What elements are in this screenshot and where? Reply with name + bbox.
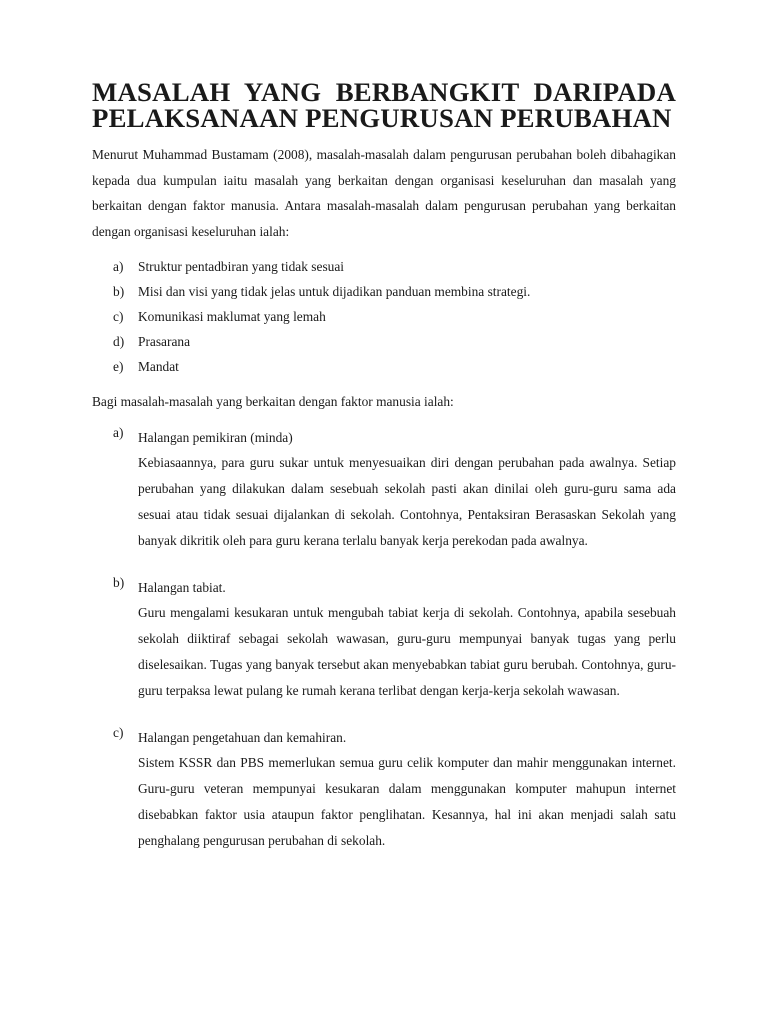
list-item-text: Misi dan visi yang tidak jelas untuk dijadikan panduan membina strategi.	[138, 284, 531, 299]
list-marker: d)	[113, 334, 125, 349]
list-marker: b)	[113, 574, 125, 590]
human-problems-list	[92, 425, 676, 854]
item-body: Kebiasaannya, para guru sukar untuk menyesuaikan diri dengan perubahan pada awalnya. Setiap perubahan yang dilakukan dalam sesebuah sekolah pasti akan dinilai oleh guru-guru sama ada sesuai atau tidak sesuai dijalankan di sekolah. Contohnya, Pentaksiran Berasaskan Sekolah yang banyak dikritik oleh para guru kerana terlalu banyak kerja perekodan pada awalnya.	[138, 454, 676, 548]
list-item	[92, 304, 676, 329]
list-item-text: Mandat	[138, 359, 179, 374]
human-factor-intro: Bagi masalah-masalah yang berkaitan dengan faktor manusia ialah:	[92, 394, 454, 409]
item-heading: Halangan tabiat.	[138, 579, 226, 595]
item-heading: Halangan pengetahuan dan kemahiran.	[138, 729, 347, 745]
list-marker: a)	[113, 259, 124, 274]
list-item-text: Komunikasi maklumat yang lemah	[138, 309, 326, 324]
list-item	[92, 279, 676, 304]
list-marker: b)	[113, 284, 125, 299]
list-marker: e)	[113, 359, 124, 374]
list-item	[92, 425, 676, 554]
list-marker: c)	[113, 724, 124, 740]
org-problems-list	[92, 254, 676, 379]
list-item-text: Struktur pentadbiran yang tidak sesuai	[138, 259, 345, 274]
document-title: MASALAH YANG BERBANGKIT DARIPADA PELAKSANAAN PENGURUSAN PERUBAHAN	[92, 77, 676, 133]
list-item	[92, 725, 676, 854]
list-item	[92, 329, 676, 354]
intro-paragraph: Menurut Muhammad Bustamam (2008), masalah-masalah dalam pengurusan perubahan boleh dibahagikan kepada dua kumpulan iaitu masalah yang berkaitan dengan organisasi keseluruhan dan masalah yang berkaitan dengan faktor manusia. Antara masalah-masalah dalam pengurusan perubahan yang berkaitan dengan organisasi keseluruhan ialah:	[92, 147, 676, 239]
list-item	[92, 354, 676, 379]
list-marker: c)	[113, 309, 124, 324]
list-item	[92, 254, 676, 279]
item-body: Sistem KSSR dan PBS memerlukan semua guru celik komputer dan mahir menggunakan internet. Guru-guru veteran mempunyai kesukaran dalam menggunakan komputer mahupun internet disebabkan faktor usia ataupun faktor penglihatan. Kesannya, hal ini akan menjadi salah satu penghalang pengurusan perubahan di sekolah.	[138, 754, 676, 848]
document-page	[92, 77, 676, 875]
list-item	[92, 575, 676, 704]
list-item-text: Prasarana	[138, 334, 191, 349]
item-heading: Halangan pemikiran (minda)	[138, 429, 293, 445]
item-body: Guru mengalami kesukaran untuk mengubah tabiat kerja di sekolah. Contohnya, apabila sesebuah sekolah diiktiraf sebagai sekolah wawasan, guru-guru mempunyai banyak tugas yang perlu diselesaikan. Tugas yang banyak tersebut akan menyebabkan tabiat guru berubah. Contohnya, guru-guru terpaksa lewat pulang ke rumah kerana terlibat dengan kerja-kerja sekolah wawasan.	[138, 604, 676, 698]
list-marker: a)	[113, 424, 124, 440]
